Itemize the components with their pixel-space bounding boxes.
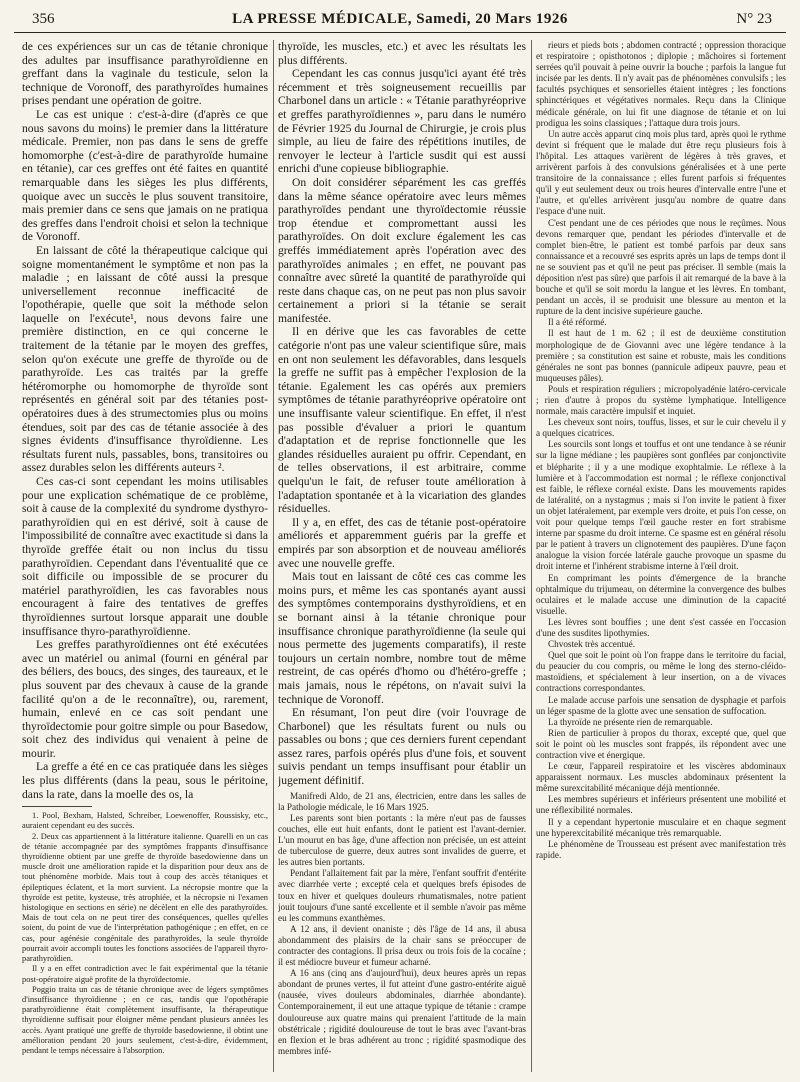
footnote-rule xyxy=(22,806,92,807)
case-paragraph: Chvostek très accentué. xyxy=(548,639,635,650)
case-report-continued xyxy=(536,40,786,861)
paragraph: Mais tout en laissant de côté ces cas comme les moins purs, et même les cas spontanés ayant aussi des symptômes contemporains dysthyroïdiens, et en se bornant ainsi à la tétanie chronique pour insuffisance chronique parathyroïdienne (la seule qui nous permette des jugements comparatifs), il reste toujours un certain nombre, nombre tout de même restreint, de cas opérés d'homo ou d'hétéro-greffe ; mais jamais, nous le répétons, on n'avait suivi la technique de Voronoff. xyxy=(278,570,526,706)
case-paragraph: La thyroïde ne présente rien de remarquable. xyxy=(548,716,713,727)
case-paragraph: Le cœur, l'appareil respiratoire et les viscères abdominaux apparaissent normaux. Les muscles abdominaux présentent la même surexcitabilité mécanique déjà mentionnée. xyxy=(536,761,786,794)
column-2-text xyxy=(278,40,526,788)
case-paragraph: Pouls et respiration réguliers ; micropolyadénie latéro-cervicale ; rien d'autre à propos du système lymphatique. Intelligence normale, mais caractère impulsif et inquiet. xyxy=(536,383,786,417)
footnotes xyxy=(22,811,268,1056)
case-paragraph: Les cheveux sont noirs, touffus, lisses, et sur le cuir chevelu il y a quelques cicatrices. xyxy=(536,417,786,439)
case-paragraph: Quel que soit le point où l'on frappe dans le territoire du facial, du peaucier du cou compris, ou même le long des sterno-cléido-mastoïdiens, et spécialement à leur insertion, on a de vivaces contractions correspondantes. xyxy=(536,650,786,694)
paragraph: Les greffes parathyroïdiennes ont été exécutées avec un matériel ou animal (fourni en général par des béliers, des boucs, des singes, des taureaux, et le plus souvent par des chevaux à cause de la grande facilité qu'on a de le reconnaître), ou, rarement, humain, enlevé en ce cas soit pendant une thyroïdectomie pour goitre simple ou pour Basedow, soit chez des individus qui venaient à peine de mourir. xyxy=(22,638,268,760)
case-paragraph: C'est pendant une de ces périodes que nous le reçûmes. Nous devons remarquer que, pendant les périodes d'intervalle et de complet bien-être, le patient est tombé parfois par deux sans connaissance et a recouvré ses esprits après un laps de temps dont il ne se souvient pas et qu'il ne peut pas préciser. Il semble (mais la déposition n'est pas sûre) que parfois il ait remarqué de la bave à la bouche et qu'il se soit mordu la langue et les lèvres. En tombant, pendant un accès, il se produisit une blessure au menton et la rupture de la dent incisive supérieure gauche. xyxy=(536,217,786,317)
footnote: Il y a en effet contradiction avec le fait expérimental que la tétanie post-opératoire aiguë profite de la thyroïdectomie. xyxy=(22,964,268,984)
case-paragraph: Les lèvres sont bouffies ; une dent s'est cassée en l'occasion d'une des susdites lipothymies. xyxy=(536,616,786,638)
footnote: 1. Pool, Bexham, Halsted, Schreiber, Loewenoffer, Roussisky, etc., auraient cependant eu des succès. xyxy=(22,811,268,831)
column-1 xyxy=(22,40,268,1074)
case-paragraph: Les membres supérieurs et inférieurs présentent une mobilité et une réflexibilité normales. xyxy=(536,794,786,816)
column-2 xyxy=(278,40,526,1074)
paragraph: Ces cas-ci sont cependant les moins utilisables pour une explication schématique de ce problème, soit à cause de la complexité du syndrome dysthyro-parathyroïdien qui en est dérivé, soit à cause de l'impossibilité de connaître avec exactitude si dans la thyroïde greffée était ou non inclus du tissu parathyroïdien. Cependant dans l'éventualité que ce soit difficile ou impossible de se procurer du matériel parathyroïdien, les cas favorables nous encouragent à faire des tentatives de greffes thyroïdiennes surtout lorsque apparait une double insuffisance thyro-parathyroïdienne. xyxy=(22,475,268,638)
paragraph: En laissant de côté la thérapeutique calcique qui soigne momentanément le symptôme et non pas la maladie ; en laissant de côté aussi la presque universellement reconnue inefficacité de l'opothérapie, quelle que soit la méthode selon laquelle on l'exécute¹, nous devons faire une première distinction, en ce qui concerne le traitement de la tétanie par le moyen des greffes, selon qu'on exécute une greffe de thyroïde ou de parathyroïde. Les cas traités par la greffe hétéromorphe ou homomorphe de thyroïde sont représentés en général soit par des tétanies post-opératoires dues à des strumectomies plus ou moins étendues, soit par des cas de tétanie associée à des signes évidents d'insuffisance thyroïdienne. Les résultats furent nuls, passables, bons, transitoires ou assez durables selon les différents auteurs ². xyxy=(22,243,268,475)
case-paragraph: Pendant l'allaitement fait par la mère, l'enfant souffrit d'entérite avec diarrhée verte ; excepté cela et quelques brefs épisodes de toux en hiver et quelques douleurs rhumatismales, notre patient jouit toujours d'une santé excellente et il semble n'avoir pas même eu les communs exanthèmes. xyxy=(278,868,526,923)
case-paragraph: Il y a cependant hypertonie musculaire et en chaque segment une hyperexcitabilité mécanique très remarquable. xyxy=(536,816,786,838)
page-header xyxy=(14,8,786,33)
page-number: 356 xyxy=(32,11,55,27)
journal-title xyxy=(14,11,786,28)
case-paragraph: Rien de particulier à propos du thorax, excepté que, quel que soit le point où les muscles sont frappés, ils répondent avec une contraction vive et énergique. xyxy=(536,727,786,760)
case-paragraph: Les sourcils sont longs et touffus et ont une tendance à se réunir sur la ligne médiane ; les paupières sont gonflées par conjonctivite et blépharite ; il y a une modique exophtalmie. Le réflexe à la lumière et à l'accommodation est normal ; le réflexe conjonctival est faible, le réflexe cornéal existe. Dans les mouvements rapides de latéralité, on a nystagmus ; mais si l'on invite le patient à fixer un objet latéralement, par exemple vers droite, et puis l'on cesse, on voit pour quelque temps l'œil gauche rester en fort strabisme interne par spasme du droit interne. Ce spasme est en général résolu par le patient à travers un clignotement des paupières. D'une façon analogue la vision forcée latérale gauche provoque un spasme du droit interne et l'inhérent strabisme interne à l'œil droit. xyxy=(536,439,786,572)
paragraph: Cependant les cas connus jusqu'ici ayant été très récemment et très soigneusement recueillis par Charbonel dans un article : « Tétanie parathyréoprive et greffes parathyroïdiennes », paru dans le numéro de Février 1925 du Journal de Chirurgie, je crois plus simple, au lieu de faire des répétitions inutiles, de renvoyer le lecteur à l'article susdit qui est aussi enrichi d'une copieuse bibliographie. xyxy=(278,67,526,176)
paragraph: thyroïde, les muscles, etc.) et avec les résultats les plus différents. xyxy=(278,40,526,67)
case-paragraph: Un autre accès apparut cinq mois plus tard, après quoi le rythme devint si fréquent que le malade dut être reçu plusieurs fois à l'hôpital. Les attaques varièrent de légères à très graves, et arrivèrent parfois à des convulsions généralisées et à une perte transitoire de la connaissance ; elles furent parfois si fréquentes qu'il y eut seulement deux ou trois heures d'intervalle entre l'une et l'autre, et qu'elles arrivèrent jusqu'au nombre de quatre dans l'espace d'une nuit. xyxy=(536,128,786,217)
case-paragraph: Le phénomène de Trousseau est présent avec manifestation très rapide. xyxy=(536,838,786,860)
case-paragraph: En comprimant les points d'émergence de la branche ophtalmique du trijumeau, on détermine la convergence des bulbes oculaires et le malade accuse une diminution de la capacité visuelle. xyxy=(536,572,786,616)
paragraph: La greffe a été en ce cas pratiquée dans les sièges les plus différents (dans la peau, sous le péritoine, dans la rate, dans la moelle des os, la xyxy=(22,760,268,801)
footnote: Poggio traita un cas de tétanie chronique avec de légers symptômes d'insuffisance thyroïdienne ; en ce cas, tandis que l'opothérapie parathyroïdienne était complètement insuffisante, la thérapeutique thyroïdienne suffisait pour éloigner même pendant plusieurs années les accès. Ayant pratiqué une greffe de thyroïde basedowienne, il obtint une amélioration pendant 20 jours seulement, c'est-à-dire, évidemment, pendant le temps nécessaire à l'absorption. xyxy=(22,984,268,1055)
case-paragraph: A 16 ans (cinq ans d'aujourd'hui), deux heures après un repas abondant de prunes vertes, il fut atteint d'une gastro-entérite aiguë (nausée, vives douleurs abdominales, diarrhée abondante). Contemporainement, il eut une attaque typique de tétanie : crampe douloureuse aux quatre mains qui prenaient l'attitude de la main obstétricale ; rigidité douloureuse de tout le bras avec l'avant-bras en flexion et le bras adhérent au tronc ; rigidité spasmodique des membres infé- xyxy=(278,968,526,1056)
column-divider xyxy=(531,40,532,1072)
case-report xyxy=(278,791,526,1057)
paragraph: En résumant, l'on peut dire (voir l'ouvrage de Charbonel) que les résultats furent ou nuls ou passables ou bons ; que ces derniers furent cependant assez rares, parfois opérés plus d'une fois, et souvent suivis pendant un temps insuffisant pour établir un jugement définitif. xyxy=(278,706,526,788)
issue-number: N° 23 xyxy=(736,11,772,27)
case-paragraph: Il a été réformé. xyxy=(548,317,607,328)
case-paragraph: Les parents sont bien portants : la mère n'eut pas de fausses couches, elle eut huit enfants, dont le patient est l'avant-dernier. L'un mourut en bas âge, d'une affection non précisée, un est atteint de tuberculose de guerre, deux autres sont invalides de guerre, et les autres bien portants. xyxy=(278,812,526,868)
footnote: 2. Deux cas appartiennent à la littérature italienne. Quarelli en un cas de tétanie accompagnée par des symptômes frappants d'insuffisance thyroïdienne obtient par une greffe de thyroïde basedowienne dans un muscle droit une amélioration rapide et la disparition pour deux ans de tout phénomène morbide. Mais tout à coup des accès tétaniques et épileptiques éclatent, et la mort survient. La nécropsie montre que la thyroïde est petite, kysteuse, très atrophiée, et la nécropsie ni l'examen histologique en sections en série) ne décèlent en elle des parathyroïdes. Mais de tout cela on ne peut tirer des conséquences, quelles qu'elles soient, du point de vue de l'interprétation pathogénique ; en effet, en ce cas, pour agénésie congénitale des parathyroïdes, la seule thyroïde pourrait avoir accompli toutes les fonctions associées de l'appareil thyro-parathyroïdien. xyxy=(22,831,268,964)
case-paragraph: Il est haut de 1 m. 62 ; il est de deuxième constitution morphologique de de Giovanni avec une légère tendance à la première ; sa constitution est saine et robuste, mais les conditions générales ne sont pas bonnes (pannicule adipeux pauvre, peau et muqueuses pâles). xyxy=(536,328,786,383)
journal-title-text: LA PRESSE MÉDICALE, Samedi, 20 Mars 1926 xyxy=(232,11,568,27)
paragraph: Il en dérive que les cas favorables de cette catégorie n'ont pas une valeur scientifique sûre, mais en ont non seulement les défavorables, dans lesquels la greffe ne suffit pas à empêcher l'explosion de la tétanie. Egalement les cas opérés aux premiers symptômes de tétanie parathyréoprive opératoire ont une insuffisante valeur scientifique. En effet, il n'est pas possible d'évaluer a priori le quantum d'adaptation et de reprise fonctionnelle que les glandes résiduelles auraient pu offrir. Cependant, en de telles observations, il est arbitraire, comme quelqu'un le fait, de refuser toute amélioration à l'adaptation spontanée et à la vicariation des glandes résiduelles. xyxy=(278,325,526,516)
column-divider xyxy=(273,40,274,1072)
paragraph: Il y a, en effet, des cas de tétanie post-opératoire améliorés et apparemment guéris par la greffe et empirés par son absorption et de nouveau améliorés avec une nouvelle greffe. xyxy=(278,515,526,570)
case-paragraph: Manifredi Aldo, de 21 ans, électricien, entre dans les salles de la Pathologie médicale, le 16 Mars 1925. xyxy=(278,790,526,812)
case-paragraph: Le malade accuse parfois une sensation de dysphagie et parfois un léger spasme de la glotte avec une sensation de suffocation. xyxy=(536,694,786,716)
column-3 xyxy=(536,40,786,1074)
paragraph: Le cas est unique : c'est-à-dire (d'après ce que nous savons du moins) le premier dans la littérature médicale. Premier, non pas dans le sens de greffe homomorphe (c'est-à-dire de parathyroïde humaine en tétanie), car ces greffes ont été faites en quantité remarquable dans les sièges les plus différents, quoique avec un succès le plus souvent transitoire, mais premier dans ce sens que jamais on ne pratiqua des greffes dans l'endroit choisi et selon la technique de Voronoff. xyxy=(22,107,268,244)
paragraph: de ces expériences sur un cas de tétanie chronique des adultes par insuffisance parathyroïdienne en greffant dans la vaginale du testicule, selon la technique de Voronoff, des parathyroïdes humaines prises pendant une opération de goitre. xyxy=(22,40,268,108)
case-paragraph: rieurs et pieds bots ; abdomen contracté ; oppression thoracique et respiratoire ; opisthotonos ; diplopie ; mâchoires si fortement serrées qu'il pouvait à peine ouvrir la bouche ; parfois la langue fut incisée par les dents. Il n'y avait pas de phénomènes convulsifs ; les facultés psychiques et sensorielles étaient intègres ; les fonctions sphinctériques et végétatives normales. Reçu dans la Clinique médicale générale, on lui fit une diagnose de tétanie et on lui prodigua les soins classiques ; l'attaque dura trois jours. xyxy=(536,40,786,128)
case-paragraph: A 12 ans, il devient onaniste ; dès l'âge de 14 ans, il abusa abondamment des plaisirs de la chair sans se préoccuper de contracter des contagions. Il prisa deux ou trois fois de la cocaïne ; il est médiocre buveur et fumeur acharné. xyxy=(278,923,526,968)
column-1-text xyxy=(22,40,268,801)
paragraph: On doit considérer séparément les cas greffés dans la même séance opératoire avec leurs mêmes parathyroïdes pendant une thyroïdectomie réussie trop étendue et compromettant aussi les parathyroïdes. On doit exclure également les cas greffés immédiatement après l'opération avec des parathyroïdes animales ; en effet, ne pouvant pas connaître avec sûreté la quantité de parathyroïde qui reste dans chaque cas, on ne peut pas non plus savoir certainement a priori si la tétanie se serait manifestée. xyxy=(278,175,526,325)
